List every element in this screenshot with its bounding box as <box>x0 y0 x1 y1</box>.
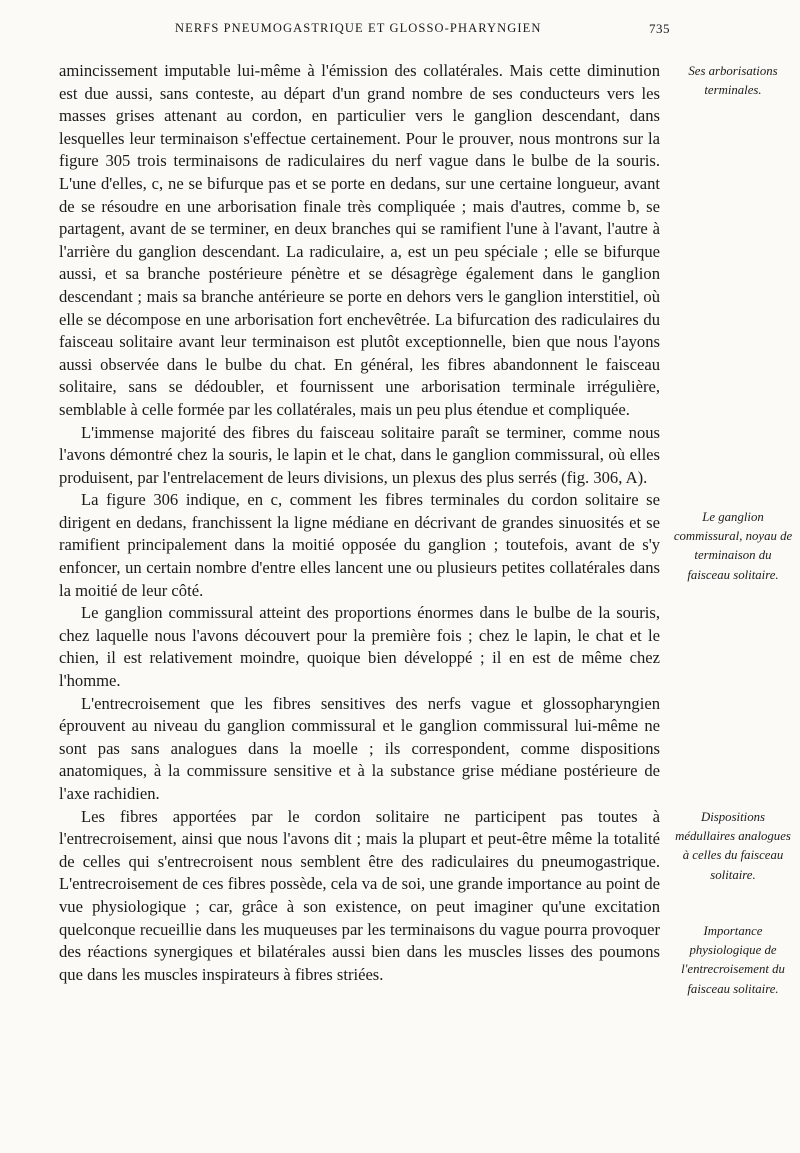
paragraph-entrecroisement: L'entrecroisement que les fibres sensitives des nerfs vague et glossopharyngien éprouvent au niveau du ganglion commissural et le ganglion commissural lui-même ne sont pas sans analogues dans la moelle ; ils correspondent, comme dispositions anatomiques, à la commissure sensitive et à la substance grise médiane postérieure de l'axe rachidien. <box>59 693 660 803</box>
sidenote-importance-physiologique: Importance physiologique de l'entrecroisement du faisceau solitaire. <box>681 924 785 996</box>
paragraph-ganglion-commissural: L'immense majorité des fibres du faisceau solitaire paraît se terminer, comme nous l'avons démontré chez la souris, le lapin et le chat, dans le ganglion commissural, où elles produisent, par l'entrelacement de leurs divisions, un plexus des plus serrés (fig. 306, A). <box>59 422 660 487</box>
running-header <box>55 21 670 41</box>
paragraph-proportions: Le ganglion commissural atteint des proportions énormes dans le bulbe de la souris, chez laquelle nous l'avons découvert pour la première fois ; chez le lapin, le chat et le chien, il est relativement moindre, quoique bien développé ; il en est de même chez l'homme. <box>59 603 660 691</box>
sidenote-arborisations: Ses arborisations terminales. <box>688 64 778 98</box>
paragraph-arborisations: amincissement imputable lui-même à l'émission des collatérales. Mais cette diminution est due aussi, sans conteste, au départ d'un grand nombre de ses conducteurs vers les masses grises attenant au cordon, en particulier vers le ganglion descendant, dans lesquelles leur terminaison s'effectue certainement. Pour le prouver, nous montrons sur la figure 305 trois terminaisons de radiculaires du nerf vague dans le bulbe de la souris. L'une d'elles, c, ne se bifurque pas et se porte en dedans, sur une certaine longueur, avant de se résoudre en une arborisation finale très compliquée ; mais d'autres, comme b, se partagent, avant de se terminer, en deux branches qui se ramifient l'une à l'avant, l'autre à l'arrière du ganglion descendant. La radiculaire, a, est un peu spéciale ; elle se bifurque aussi, et sa branche postérieure pénètre et se désagrège également dans le ganglion descendant ; mais sa branche antérieure se porte en dehors vers le ganglion interstitiel, où elle se décompose en une arborisation fort enchevêtrée. La bifurcation des radiculaires du faisceau solitaire avant leur terminaison est plutôt exceptionnelle, bien que nous l'ayons aussi observée dans le bulbe du chat. En général, les fibres abandonnent le faisceau solitaire, sans se dédoubler, et fournissent une arborisation terminale irrégulière, semblable à celle formée par les collatérales, mais un peu plus étendue et compliquée. <box>59 61 660 419</box>
running-title: NERFS PNEUMOGASTRIQUE ET GLOSSO-PHARYNGIEN <box>175 21 542 35</box>
paragraph-figure-306: La figure 306 indique, en c, comment les fibres terminales du cordon solitaire se dirigent en dedans, franchissent la ligne médiane en décrivant de grandes sinuosités et se ramifient principalement dans la moitié opposée du ganglion ; toutefois, avant de s'y enfoncer, un certain nombre d'entre elles lancent une ou plusieurs petites collatérales dans la moitié de leur côté. <box>59 490 660 600</box>
paragraph-importance: Les fibres apportées par le cordon solitaire ne participent pas toutes à l'entrecroisement, ainsi que nous l'avons dit ; mais la plupart et peut-être même la totalité de celles qui s'entrecroisent nous semblent être des radiculaires du pneumogastrique. L'entrecroisement de ces fibres possède, cela va de soi, une grande importance au point de vue physiologique ; car, grâce à son existence, on peut imaginer qu'une excitation quelconque recueillie dans les muqueuses par les terminaisons du vague pourra provoquer des réactions synergiques et bilatérales aussi bien dans les muscles lisses des poumons que dans les muscles inspirateurs à fibres striées. <box>59 806 660 984</box>
body-text <box>59 60 660 986</box>
sidenote-dispositions-medullaires: Dispositions médullaires analogues à celles du faisceau solitaire. <box>675 810 791 882</box>
page-number: 735 <box>649 21 670 36</box>
sidenote-ganglion-commissural: Le ganglion commissural, noyau de terminaison du faisceau solitaire. <box>673 510 793 582</box>
